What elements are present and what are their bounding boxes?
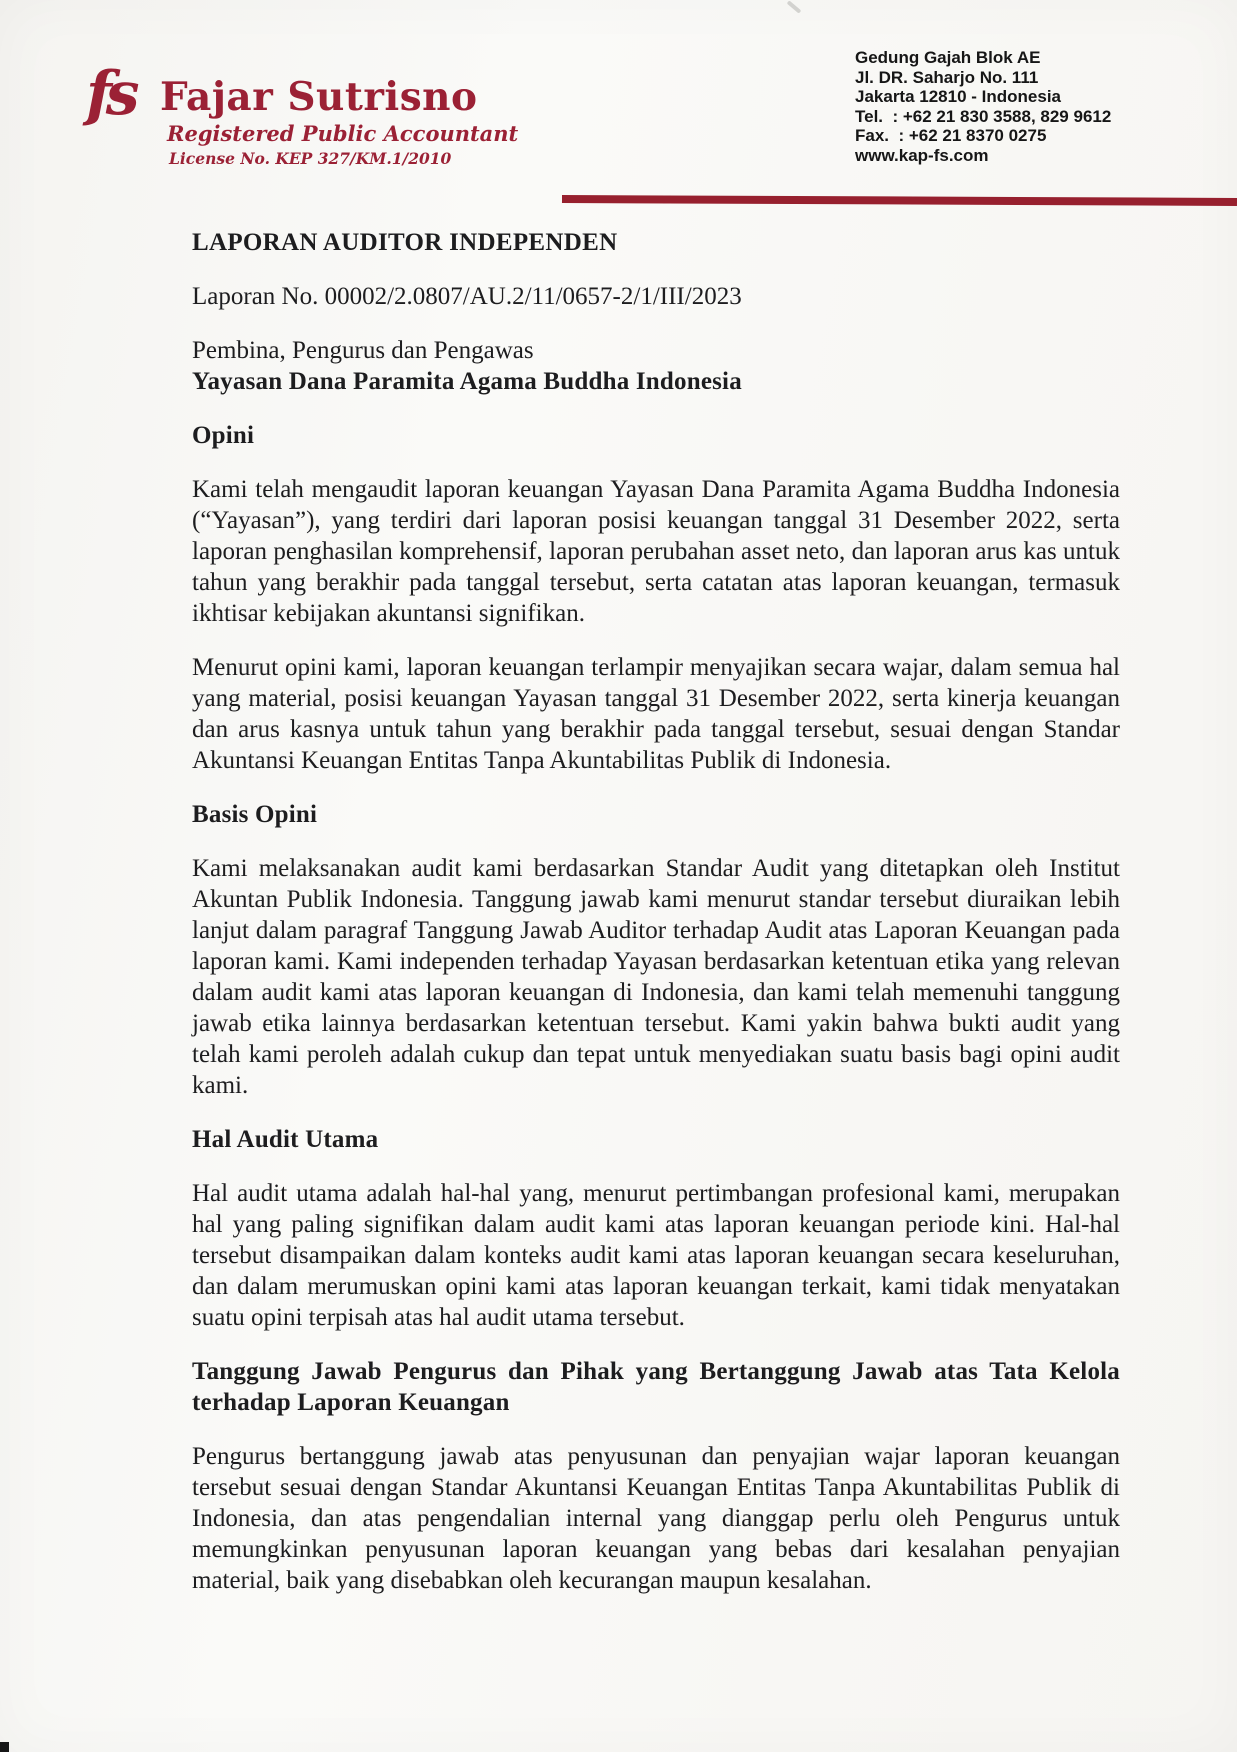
scan-smudge-artifact (787, 0, 802, 13)
section-heading-basis-opini: Basis Opini (192, 801, 318, 828)
firm-license-number: License No. KEP 327/KM.1/2010 (169, 149, 452, 168)
section-basis-opini (192, 799, 1120, 1101)
address-line-street: Jl. DR. Saharjo No. 111 (855, 67, 1039, 87)
report-body (192, 227, 1120, 1619)
paragraph-hal-audit-utama: Hal audit utama adalah hal-hal yang, menurut pertimbangan profesional kami, merupakan hal yang paling signifikan dalam audit kami atas laporan keuangan periode kini. Hal-hal tersebut disampaikan dalam konteks audit kami atas laporan keuangan secara keseluruhan, dan dalam merumuskan opini kami atas laporan keuangan terkait, kami tidak menyatakan suatu opini terpisah atas hal audit utama tersebut. (192, 1180, 1120, 1331)
firm-address-block (855, 48, 1111, 165)
address-line-building: Gedung Gajah Blok AE (855, 48, 1041, 67)
firm-logo-monogram: fs (86, 59, 134, 129)
report-number: Laporan No. 00002/2.0807/AU.2/11/0657-2/1/III/2023 (192, 283, 742, 310)
letterhead-divider-rule (562, 195, 1237, 206)
address-line-city: Jakarta 12810 - Indonesia (855, 87, 1062, 106)
address-line-tel: Tel. : +62 21 830 3588, 829 9612 (855, 106, 1112, 126)
firm-tagline: Registered Public Accountant (167, 121, 519, 146)
paragraph-opini-1: Kami telah mengaudit laporan keuangan Yayasan Dana Paramita Agama Buddha Indonesia (“Yayasan”), yang terdiri dari laporan posisi keuangan tanggal 31 Desember 2022, serta laporan penghasilan komprehensif, laporan perubahan asset neto, dan laporan arus kas untuk tahun yang berakhir pada tanggal tersebut, serta catatan atas laporan keuangan, termasuk ikhtisar kebijakan akuntansi signifikan. (192, 476, 1120, 627)
section-tanggung-jawab-pengurus (192, 1356, 1120, 1596)
scan-corner-mark-artifact (0, 1742, 9, 1752)
section-heading-opini: Opini (192, 422, 255, 449)
addressee-block (192, 335, 1120, 397)
section-opini (192, 420, 1120, 776)
paragraph-basis-opini: Kami melaksanakan audit kami berdasarkan Standar Audit yang ditetapkan oleh Institut Akuntan Publik Indonesia. Tanggung jawab kami menurut standar tersebut diuraikan lebih lanjut dalam paragraf Tanggung Jawab Auditor terhadap Audit atas Laporan Keuangan pada laporan kami. Kami independen terhadap Yayasan berdasarkan ketentuan etika yang relevan dalam audit kami atas laporan keuangan di Indonesia, dan kami telah memenuhi tanggung jawab etika lainnya berdasarkan ketentuan tersebut. Kami yakin bahwa bukti audit yang telah kami peroleh adalah cukup dan tepat untuk menyediakan suatu basis bagi opini audit kami. (192, 855, 1120, 1099)
addressee-organization-line: Yayasan Dana Paramita Agama Buddha Indonesia (192, 368, 742, 395)
paragraph-opini-2: Menurut opini kami, laporan keuangan terlampir menyajikan secara wajar, dalam semua hal yang material, posisi keuangan Yayasan tanggal 31 Desember 2022, serta kinerja keuangan dan arus kasnya untuk tahun yang berakhir pada tanggal tersebut, sesuai dengan Standar Akuntansi Keuangan Entitas Tanpa Akuntabilitas Publik di Indonesia. (192, 654, 1120, 774)
addressee-role-line: Pembina, Pengurus dan Pengawas (192, 337, 534, 364)
report-title: LAPORAN AUDITOR INDEPENDEN (192, 229, 618, 256)
address-line-website: www.kap-fs.com (855, 145, 989, 165)
section-hal-audit-utama (192, 1124, 1120, 1333)
firm-name: Fajar Sutrisno (160, 74, 478, 120)
section-heading-hal-audit-utama: Hal Audit Utama (192, 1126, 379, 1153)
address-line-fax: Fax. : +62 21 8370 0275 (855, 126, 1047, 145)
paragraph-tanggung-jawab-pengurus: Pengurus bertanggung jawab atas penyusunan dan penyajian wajar laporan keuangan tersebut sesuai dengan Standar Akuntansi Keuangan Entitas Tanpa Akuntabilitas Publik di Indonesia, dan atas pengendalian internal yang dianggap perlu oleh Pengurus untuk memungkinkan penyusunan laporan keuangan yang bebas dari kesalahan penyajian material, baik yang disebabkan oleh kecurangan maupun kesalahan. (192, 1443, 1120, 1594)
section-heading-tanggung-jawab-pengurus: Tanggung Jawab Pengurus dan Pihak yang Bertanggung Jawab atas Tata Kelola terhadap Laporan Keuangan (192, 1358, 1120, 1416)
